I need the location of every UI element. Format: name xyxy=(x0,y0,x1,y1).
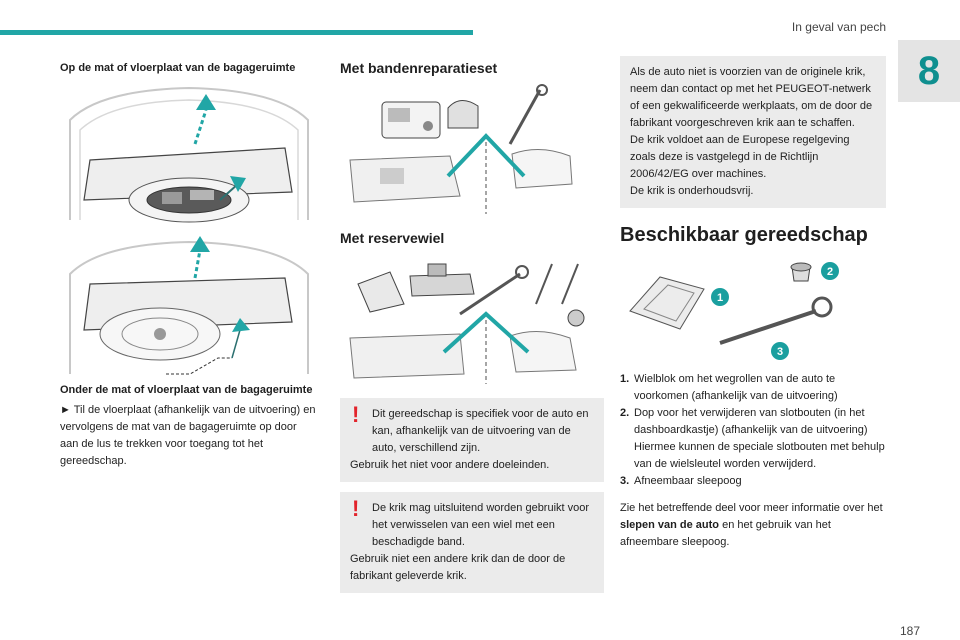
trunk-illustration-tools-on-mat xyxy=(60,80,318,228)
column-left xyxy=(60,50,318,470)
section-title: In geval van pech xyxy=(791,20,886,34)
page-number: 187 xyxy=(899,624,920,638)
warning2-line2: Gebruik niet een andere krik dan de door de fabrikant geleverde krik. xyxy=(350,553,566,582)
list-item: 1. Wielblok om het wegrollen van de auto te voorkomen (afhankelijk van de uitvoering) xyxy=(620,373,838,402)
note-paragraph-2: De krik voldoet aan de Europese regelgeving zoals deze is vastgelegd in de Richtlijn 2006/42/EG over machines. xyxy=(630,134,850,180)
towing-reference: slepen van de auto xyxy=(620,519,720,531)
caption-under-mat: Onder de mat of vloerplaat van de bagageruimte xyxy=(60,384,313,396)
warning-tools-specific xyxy=(340,398,604,482)
warning-jack-usage xyxy=(340,492,604,593)
available-tools-illustration xyxy=(620,259,886,365)
warning1-line2: Gebruik het niet voor andere doeleinden. xyxy=(350,459,550,471)
warning-icon: ! xyxy=(352,402,360,427)
tools-list xyxy=(620,371,886,490)
list-item: 3. Afneembaar sleepoog xyxy=(620,475,742,487)
header-accent-bar xyxy=(0,30,473,35)
column-middle xyxy=(340,50,604,603)
heading-repair-kit: Met bandenreparatieset xyxy=(340,60,498,76)
chapter-badge: 8 xyxy=(898,40,960,102)
heading-available-tools: Beschikbaar gereedschap xyxy=(620,224,868,246)
trunk-illustration-spare-wheel xyxy=(60,234,318,382)
callout-1-label: 1 xyxy=(716,292,724,304)
list-item: 2. Dop voor het verwijderen van slotbouten (in het dashboardkastje) (afhankelijk van de uitvoering) Hiermee kunnen de speciale slotbouten met behulp van de wielsleutel worden verwijderd. xyxy=(620,407,885,470)
note-paragraph-1: Als de auto niet is voorzien van de originele krik, neem dan contact op met het PEUGEOT-netwerk of een gekwalificeerde werkplaats, om de door de fabrikant voorgeschreven krik aan te schaffen. xyxy=(630,66,873,129)
warning-icon: ! xyxy=(352,496,360,521)
note-paragraph-3: De krik is onderhoudsvrij. xyxy=(630,185,754,197)
warning1-line1: Dit gereedschap is specifiek voor de auto en kan, afhankelijk van de uitvoering van de auto, verschillend zijn. xyxy=(372,408,589,454)
caption-on-mat: Op de mat of vloerplaat van de bagageruimte xyxy=(60,62,296,74)
repair-kit-illustration xyxy=(340,84,604,216)
callout-2-label: 2 xyxy=(826,266,834,278)
spare-wheel-tools-illustration xyxy=(340,254,604,386)
heading-spare-wheel: Met reservewiel xyxy=(340,230,445,246)
callout-3-label: 3 xyxy=(776,346,784,358)
instruction-text: ► Til de vloerplaat (afhankelijk van de uitvoering) en vervolgens de mat van de bagageruimte op door aan de lus te trekken voor toegang tot het gereedschap. xyxy=(60,404,316,467)
column-right xyxy=(620,50,886,551)
info-note-jack xyxy=(620,56,886,208)
warning2-line1: De krik mag uitsluitend worden gebruikt voor het verwisselen van een wiel met een beschadigde band. xyxy=(372,502,590,548)
closing-paragraph: Zie het betreffende deel voor meer informatie over het slepen van de auto en het gebruik van het afneembare sleepoog. xyxy=(620,502,883,548)
